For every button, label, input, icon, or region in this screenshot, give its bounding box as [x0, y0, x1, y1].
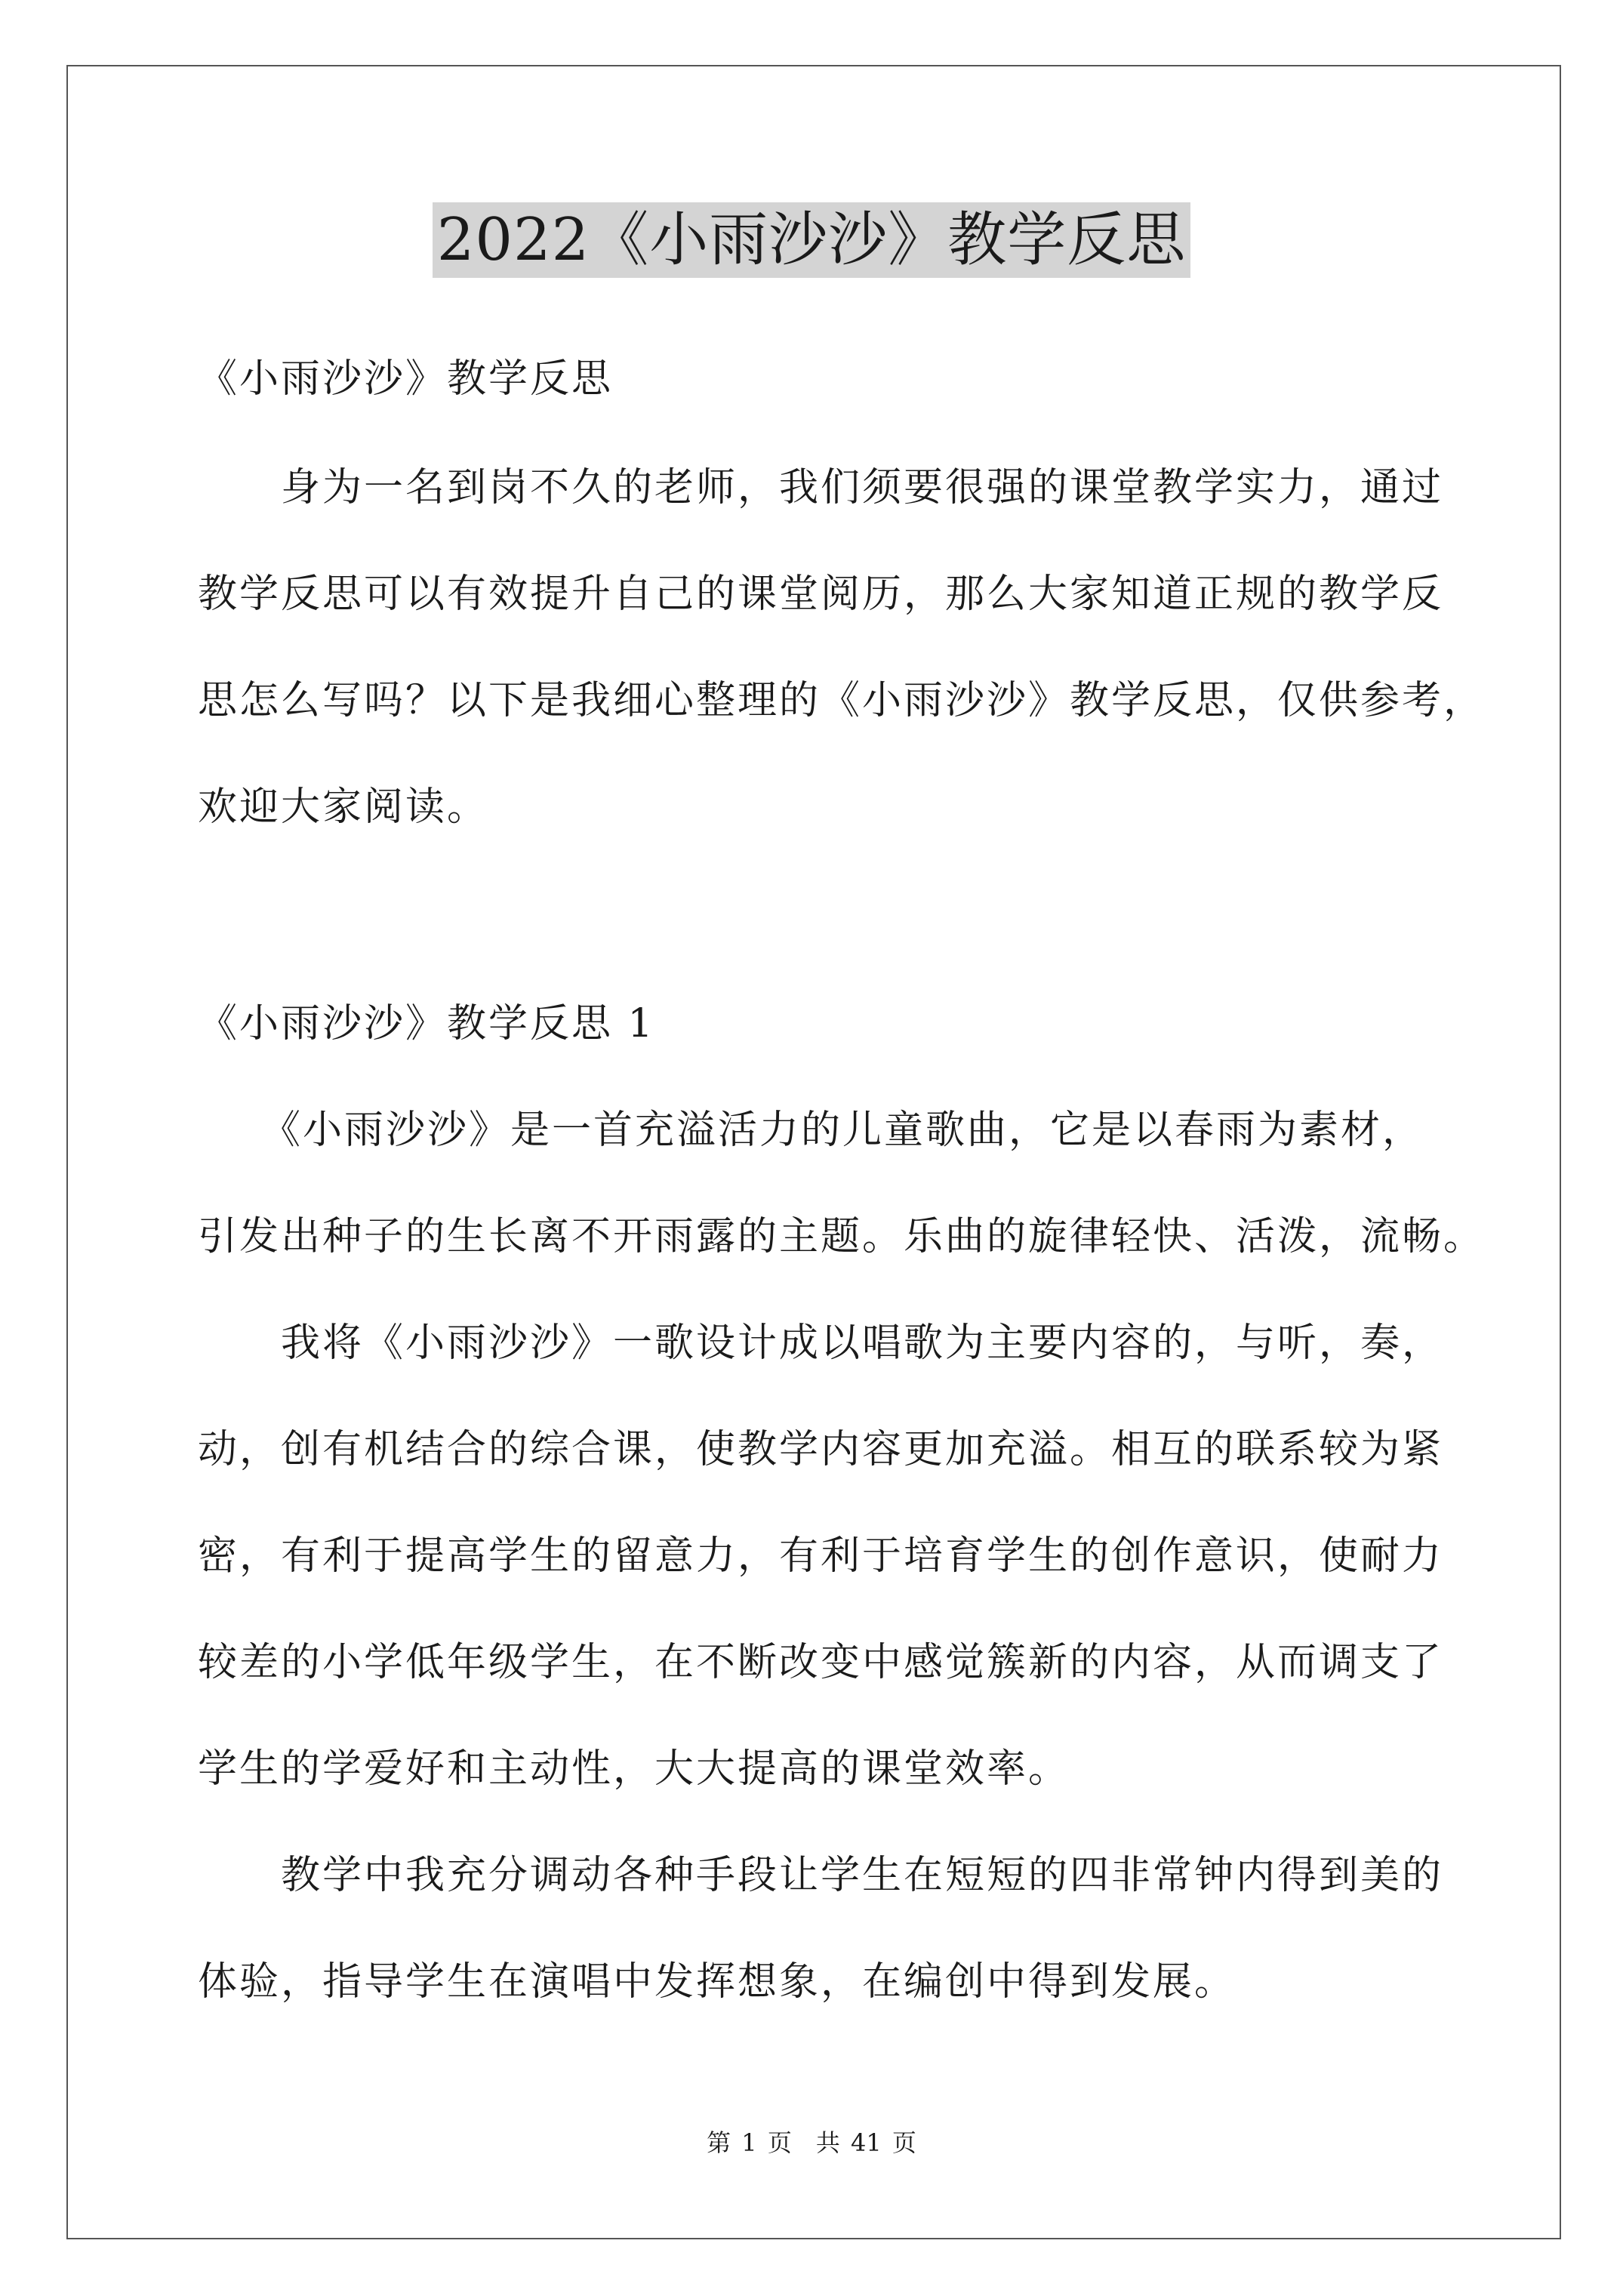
- body-line: 教学中我充分调动各种手段让学生在短短的四非常钟内得到美的: [198, 1853, 1444, 1898]
- body-line: 学生的学爱好和主动性，大大提高的课堂效率。: [198, 1746, 1070, 1792]
- body-line: 较差的小学低年级学生，在不断改变中感觉簇新的内容，从而调支了: [198, 1640, 1444, 1685]
- intro-line: 思怎么写吗？以下是我细心整理的《小雨沙沙》教学反思，仅供参考，: [198, 678, 1486, 723]
- intro-line: 身为一名到岗不久的老师，我们须要很强的课堂教学实力，通过: [198, 465, 1444, 510]
- body-line: 动，创有机结合的综合课，使教学内容更加充溢。相互的联系较为紧: [198, 1427, 1444, 1472]
- body-line: 我将《小雨沙沙》一歌设计成以唱歌为主要内容的，与听，奏，: [198, 1321, 1444, 1366]
- body-line: 体验，指导学生在演唱中发挥想象，在编创中得到发展。: [198, 1959, 1236, 2005]
- body-line: 引发出种子的生长离不开雨露的主题。乐曲的旋律轻快、活泼，流畅。: [198, 1214, 1486, 1259]
- body-line: 《小雨沙沙》是一首充溢活力的儿童歌曲，它是以春雨为素材，: [198, 1108, 1424, 1153]
- section-heading: 《小雨沙沙》教学反思 1: [198, 1001, 655, 1046]
- title-container: [0, 202, 1623, 278]
- intro-line: 欢迎大家阅读。: [198, 784, 489, 830]
- intro-line: 教学反思可以有效提升自己的课堂阅历，那么大家知道正规的教学反: [198, 572, 1444, 617]
- body-line: 密，有利于提高学生的留意力，有利于培育学生的创作意识，使耐力: [198, 1533, 1444, 1579]
- document-title: 2022《小雨沙沙》教学反思: [433, 202, 1191, 278]
- page-footer: 第 1 页 共 41 页: [707, 2128, 916, 2157]
- subtitle: 《小雨沙沙》教学反思: [198, 356, 614, 402]
